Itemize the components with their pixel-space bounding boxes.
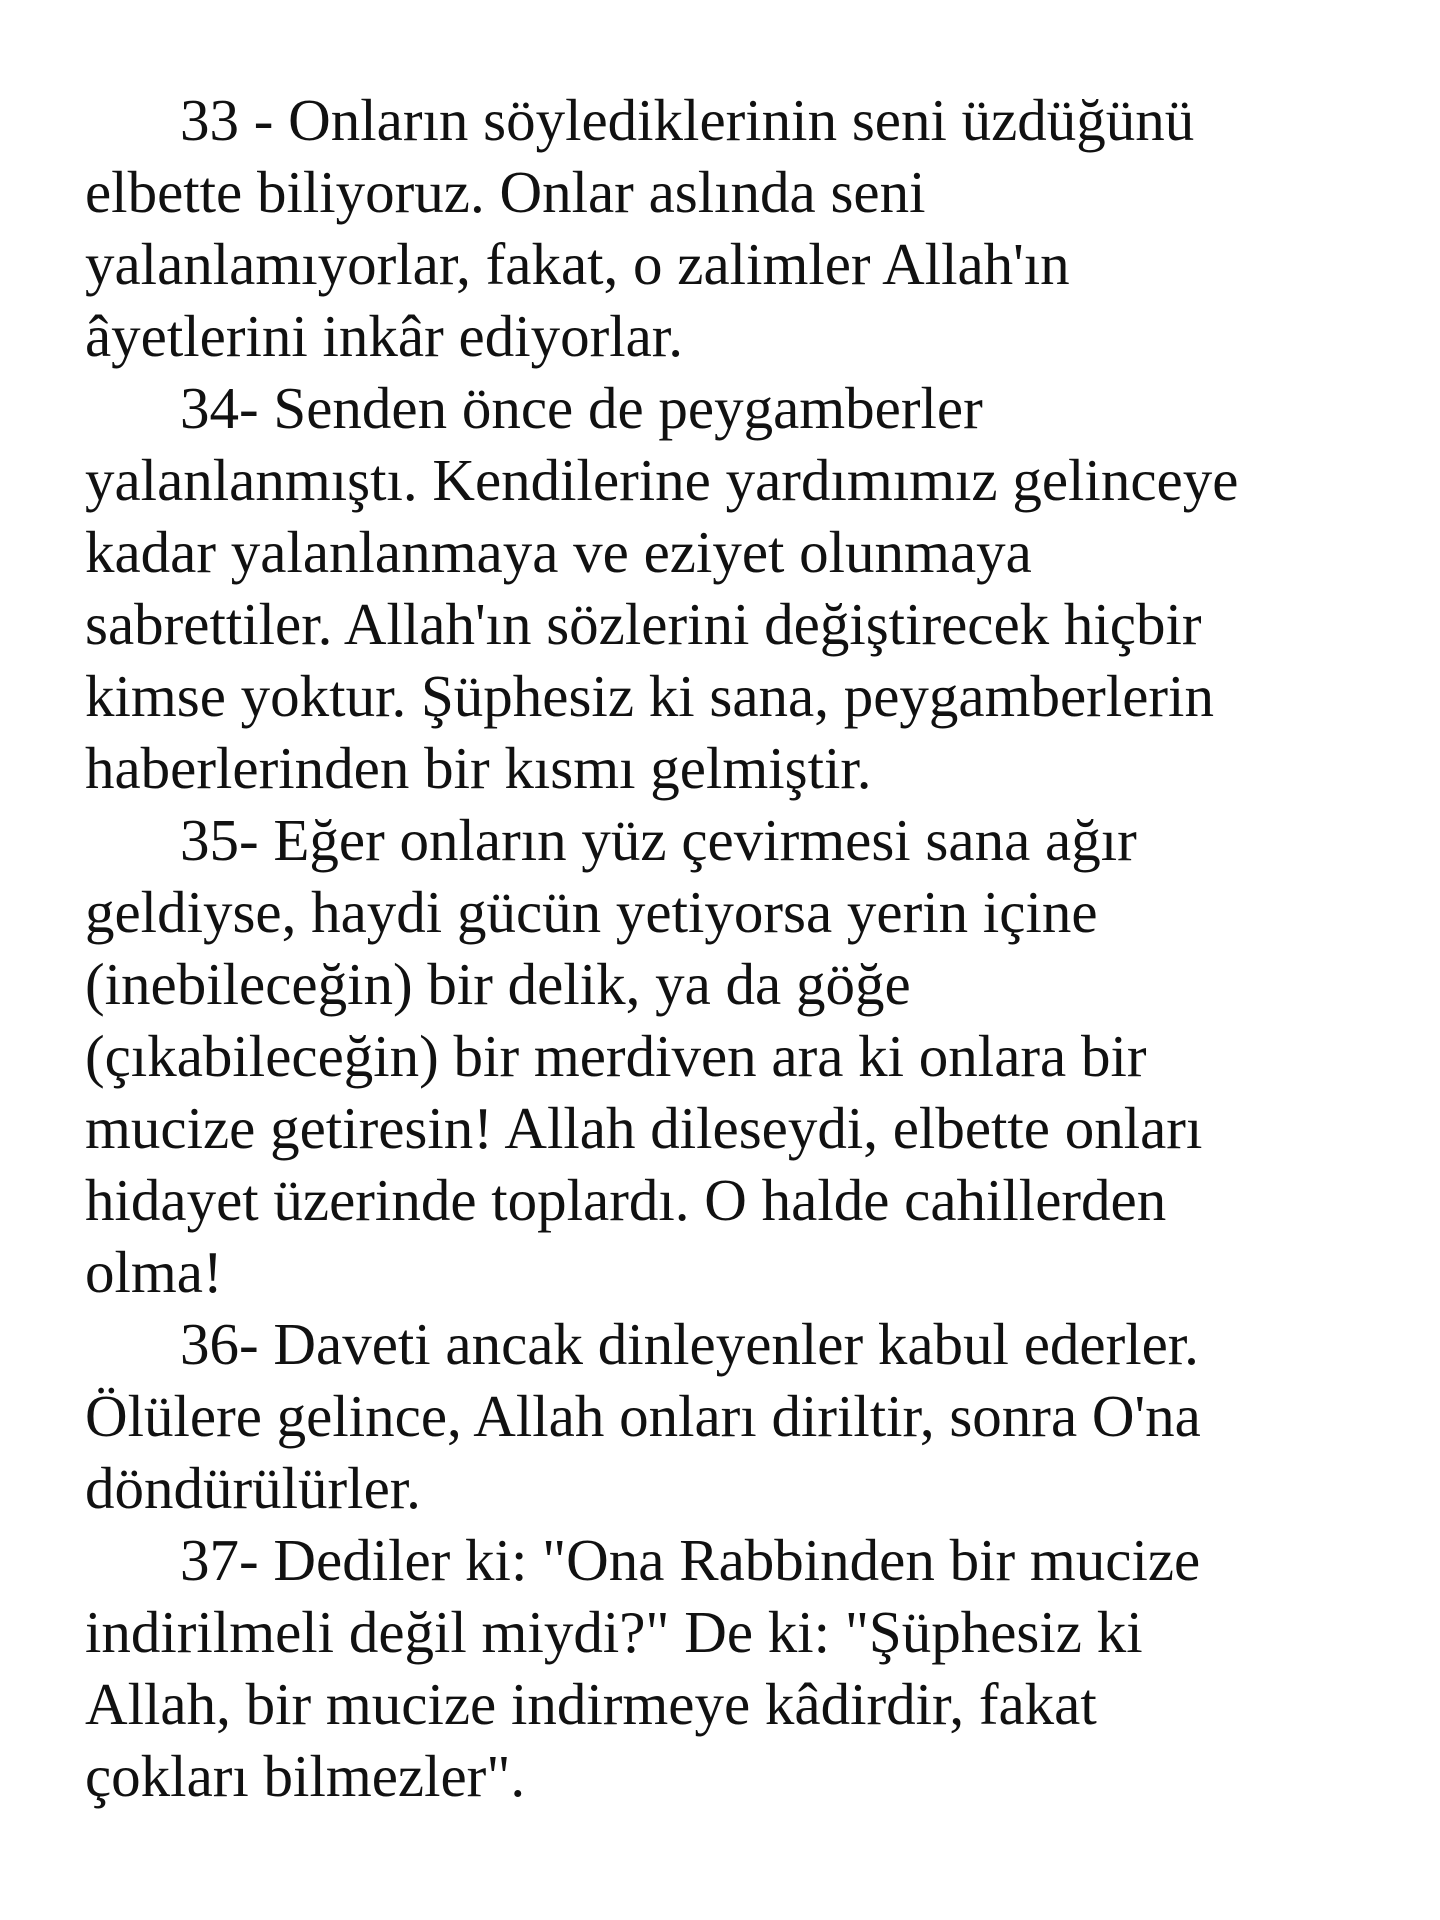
verse-line: âyetlerini inkâr ediyorlar. [85,303,683,369]
verse-37 [85,1524,1385,1812]
verse-line: 35- Eğer onların yüz çevirmesi sana ağır [180,807,1137,873]
verse-35 [85,804,1385,1308]
verse-line: 37- Dediler ki: "Ona Rabbinden bir mucize [180,1527,1201,1593]
verse-line: sabrettiler. Allah'ın sözlerini değiştirecek hiçbir [85,591,1202,657]
verse-line: kadar yalanlanmaya ve eziyet olunmaya [85,519,1032,585]
verse-line: (inebileceğin) bir delik, ya da göğe [85,951,911,1017]
verse-line: olma! [85,1239,223,1305]
verse-line: Ölülere gelince, Allah onları diriltir, sonra O'na [85,1383,1201,1449]
verse-line: 34- Senden önce de peygamberler [180,375,983,441]
verse-line: 33 - Onların söylediklerinin seni üzdüğünü [180,87,1195,153]
verse-line: elbette biliyoruz. Onlar aslında seni [85,159,926,225]
verse-line: kimse yoktur. Şüphesiz ki sana, peygamberlerin [85,663,1214,729]
verse-line: 36- Daveti ancak dinleyenler kabul ederler. [180,1311,1199,1377]
verse-34 [85,372,1385,804]
verse-line: yalanlamıyorlar, fakat, o zalimler Allah'ın [85,231,1070,297]
verse-line: indirilmeli değil miydi?" De ki: "Şüphesiz ki [85,1599,1143,1665]
verse-line: haberlerinden bir kısmı gelmiştir. [85,735,872,801]
verse-line: mucize getiresin! Allah dileseydi, elbette onları [85,1095,1203,1161]
verse-line: döndürülürler. [85,1455,421,1521]
verse-36 [85,1308,1385,1524]
verse-line: Allah, bir mucize indirmeye kâdirdir, fakat [85,1671,1097,1737]
verse-line: çokları bilmezler". [85,1743,526,1809]
verse-line: hidayet üzerinde toplardı. O halde cahillerden [85,1167,1167,1233]
verse-line: (çıkabileceğin) bir merdiven ara ki onlara bir [85,1023,1147,1089]
verse-33 [85,84,1385,372]
verse-line: yalanlanmıştı. Kendilerine yardımımız gelinceye [85,447,1239,513]
verse-line: geldiyse, haydi gücün yetiyorsa yerin içine [85,879,1098,945]
document-page [85,84,1385,1812]
